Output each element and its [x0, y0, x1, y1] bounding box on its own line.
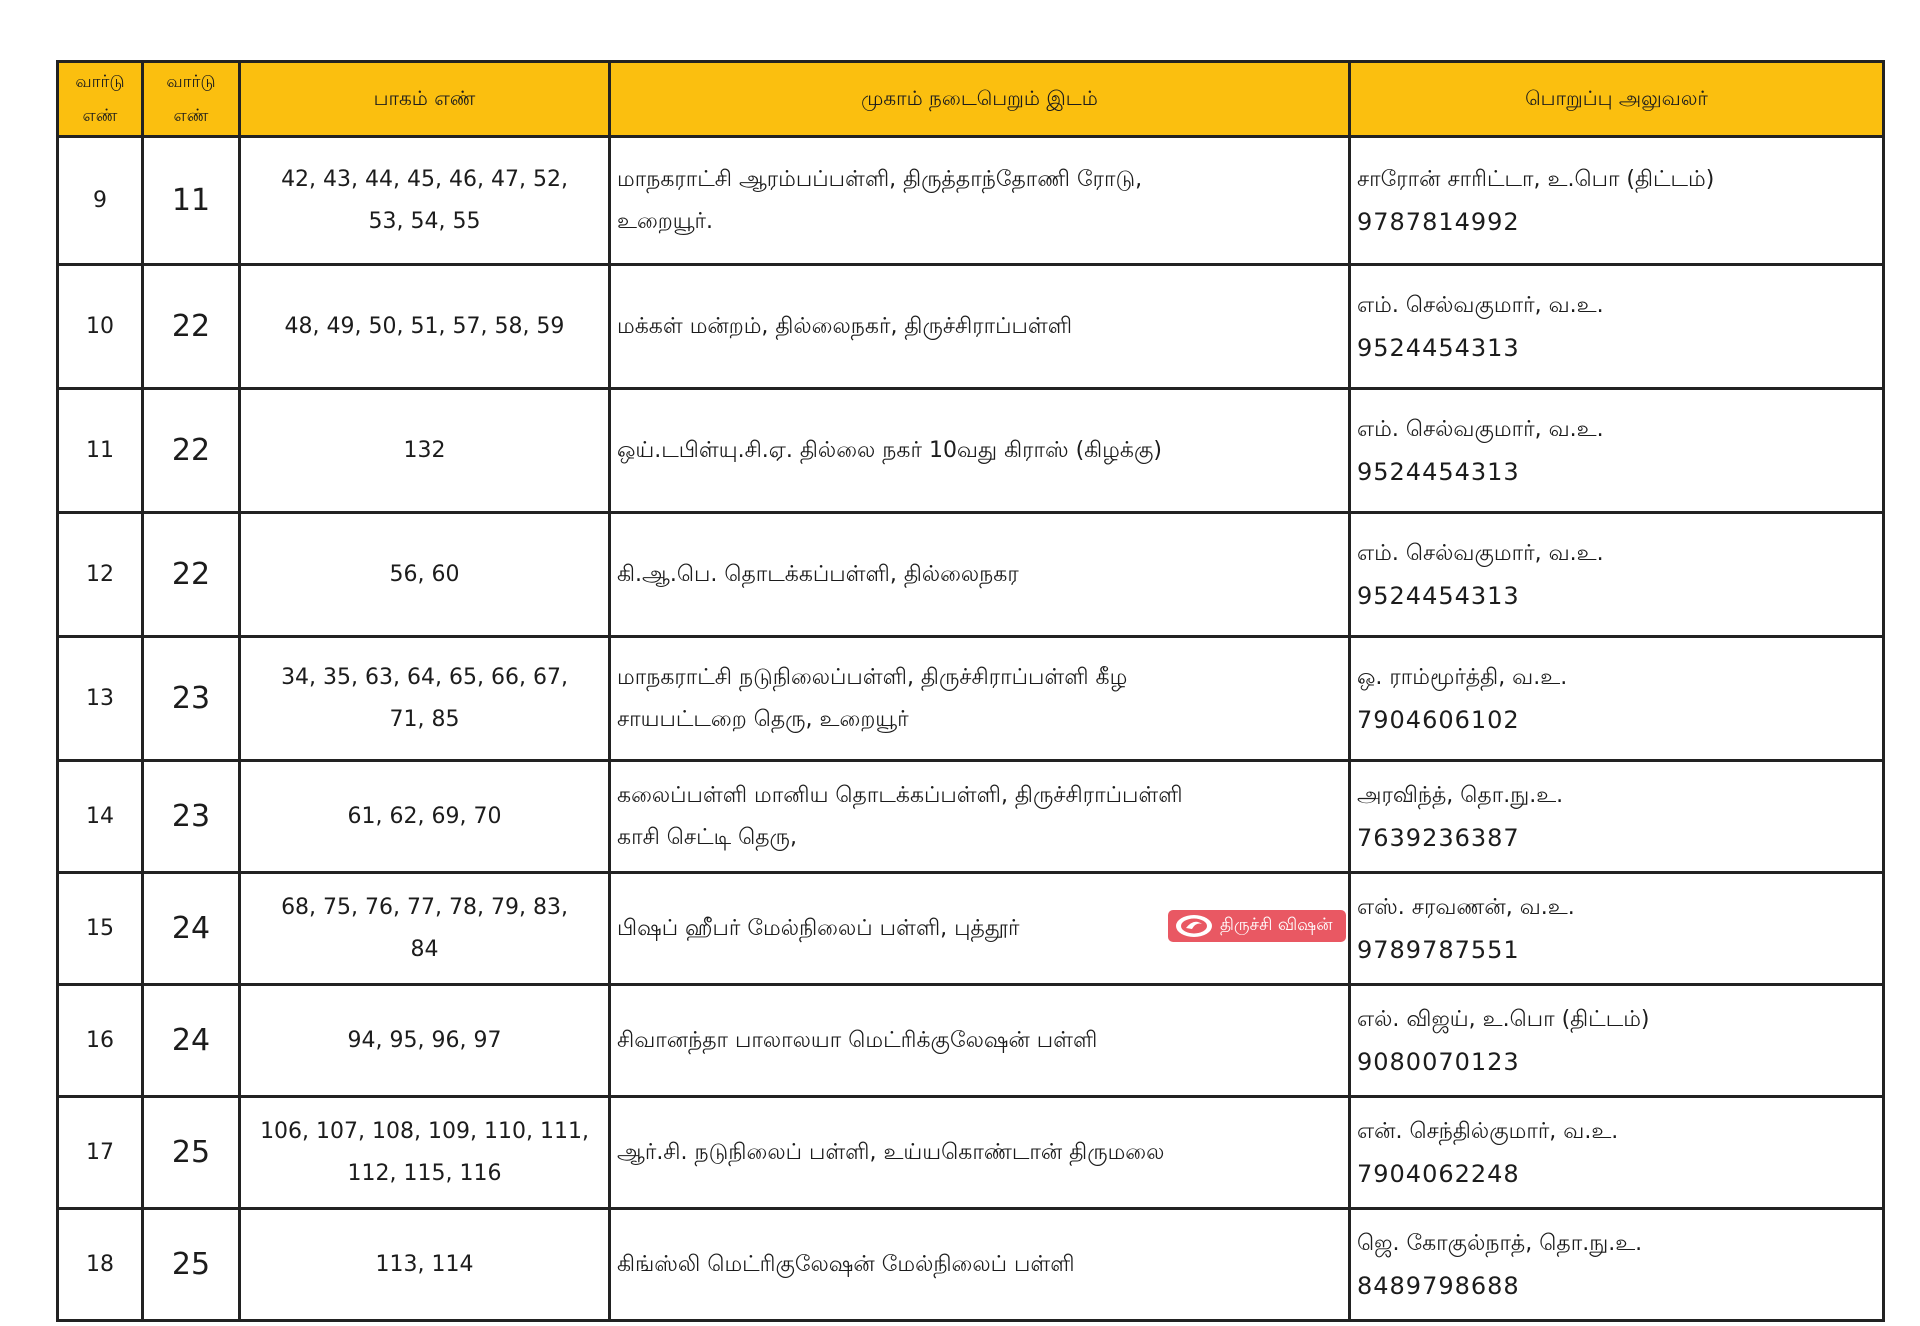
- camp-location-line: மக்கள் மன்றம், தில்லைநகர், திருச்சிராப்பள்ளி: [617, 313, 1073, 339]
- table-row: [58, 1209, 1884, 1321]
- part-numbers-line: 71, 85: [389, 706, 460, 732]
- camp-location-cell: [610, 985, 1350, 1097]
- part-numbers-line: 112, 115, 116: [347, 1160, 502, 1186]
- camp-location-line: உறையூர்.: [617, 208, 714, 234]
- camp-location-line: கிங்ஸ்லி மெட்ரிகுலேஷன் மேல்நிலைப் பள்ளி: [617, 1251, 1075, 1277]
- ward-number-cell: 25: [143, 1209, 240, 1321]
- officer-cell: [1350, 873, 1884, 985]
- camp-location-line: ஒய்.டபிள்யு.சி.ஏ. தில்லை நகர் 10வது கிராஸ் (கிழக்கு): [617, 437, 1162, 463]
- header-officer: பொறுப்பு அலுவலர்: [1350, 62, 1884, 137]
- officer-cell: [1350, 137, 1884, 265]
- officer-name: அரவிந்த், தொ.நு.உ.: [1357, 782, 1564, 808]
- camp-location-cell: [610, 761, 1350, 873]
- table-row: [58, 873, 1884, 985]
- part-numbers-line: 113, 114: [375, 1251, 474, 1277]
- camp-location-line: கி.ஆ.பெ. தொடக்கப்பள்ளி, தில்லைநகர: [617, 561, 1019, 587]
- camp-location-line: ஆர்.சி. நடுநிலைப் பள்ளி, உய்யகொண்டான் திருமலை: [617, 1139, 1165, 1165]
- part-numbers-line: 56, 60: [389, 561, 460, 587]
- ward-number-cell: 11: [143, 137, 240, 265]
- officer-phone: 9524454313: [1357, 457, 1520, 486]
- part-numbers-cell: [240, 985, 610, 1097]
- officer-cell: [1350, 389, 1884, 513]
- officer-cell: [1350, 265, 1884, 389]
- camp-location-cell: [610, 513, 1350, 637]
- officer-phone: 9524454313: [1357, 581, 1520, 610]
- officer-phone: 8489798688: [1357, 1271, 1520, 1300]
- officer-phone: 7904606102: [1357, 705, 1520, 734]
- trichy-vision-logo-icon: [1174, 913, 1214, 939]
- officer-name: என். செந்தில்குமார், வ.உ.: [1357, 1118, 1619, 1144]
- part-numbers-line: 42, 43, 44, 45, 46, 47, 52,: [281, 166, 568, 192]
- officer-name: ஜெ. கோகுல்நாத், தொ.நு.உ.: [1357, 1230, 1643, 1256]
- camp-location-cell: [610, 1097, 1350, 1209]
- header-row: [58, 62, 1884, 137]
- part-numbers-line: 53, 54, 55: [368, 208, 481, 234]
- officer-name: எல். விஜய், உ.பொ (திட்டம்): [1357, 1006, 1650, 1032]
- officer-phone: 9080070123: [1357, 1047, 1520, 1076]
- camp-location-line: சாயபட்டறை தெரு, உறையூர்: [617, 706, 909, 732]
- officer-name: எஸ். சரவணன், வ.உ.: [1357, 894, 1575, 920]
- ward-number-cell: 25: [143, 1097, 240, 1209]
- ward-number-cell: 14: [58, 761, 143, 873]
- officer-name: சாரோன் சாரிட்டா, உ.பொ (திட்டம்): [1357, 166, 1715, 192]
- header-ward-2-line-2: எண்: [173, 106, 209, 126]
- part-numbers-line: 84: [410, 936, 439, 962]
- header-ward-2-line-1: வார்டு: [166, 72, 216, 92]
- ward-number-cell: 24: [143, 873, 240, 985]
- officer-name: ஒ. ராம்மூர்த்தி, வ.உ.: [1357, 664, 1568, 690]
- officer-name: எம். செல்வகுமார், வ.உ.: [1357, 292, 1604, 318]
- table-row: [58, 637, 1884, 761]
- camp-location-line: பிஷப் ஹீபர் மேல்நிலைப் பள்ளி, புத்தூர்: [617, 915, 1020, 941]
- camp-location-cell: [610, 265, 1350, 389]
- table-row: [58, 389, 1884, 513]
- camp-location-cell: [610, 1209, 1350, 1321]
- header-ward-1-line-2: எண்: [82, 106, 118, 126]
- part-numbers-cell: [240, 1209, 610, 1321]
- ward-number-cell: 24: [143, 985, 240, 1097]
- table-row: [58, 1097, 1884, 1209]
- ward-number-cell: 23: [143, 761, 240, 873]
- part-numbers-line: 106, 107, 108, 109, 110, 111,: [260, 1118, 589, 1144]
- officer-cell: [1350, 637, 1884, 761]
- officer-cell: [1350, 761, 1884, 873]
- part-numbers-cell: [240, 137, 610, 265]
- officer-phone: 9789787551: [1357, 935, 1520, 964]
- ward-number-cell: 17: [58, 1097, 143, 1209]
- header-part-numbers: பாகம் எண்: [240, 62, 610, 137]
- channel-watermark: [1168, 910, 1346, 942]
- ward-number-cell: 18: [58, 1209, 143, 1321]
- part-numbers-line: 132: [403, 437, 446, 463]
- officer-name: எம். செல்வகுமார், வ.உ.: [1357, 416, 1604, 442]
- ward-number-cell: 23: [143, 637, 240, 761]
- officer-phone: 9787814992: [1357, 207, 1520, 236]
- header-ward-number-1: [58, 62, 143, 137]
- table-body: [58, 137, 1884, 1321]
- part-numbers-cell: [240, 513, 610, 637]
- ward-number-cell: 11: [58, 389, 143, 513]
- part-numbers-cell: [240, 637, 610, 761]
- ward-number-cell: 15: [58, 873, 143, 985]
- officer-name: எம். செல்வகுமார், வ.உ.: [1357, 540, 1604, 566]
- table-row: [58, 137, 1884, 265]
- camp-location-line: கலைப்பள்ளி மானிய தொடக்கப்பள்ளி, திருச்சிராப்பள்ளி: [617, 782, 1183, 808]
- camp-schedule-table: [56, 60, 1885, 1322]
- part-numbers-cell: [240, 761, 610, 873]
- table-row: [58, 513, 1884, 637]
- ward-number-cell: 12: [58, 513, 143, 637]
- ward-number-cell: 16: [58, 985, 143, 1097]
- header-ward-1-line-1: வார்டு: [75, 72, 125, 92]
- part-numbers-line: 68, 75, 76, 77, 78, 79, 83,: [281, 894, 568, 920]
- ward-number-cell: 22: [143, 389, 240, 513]
- part-numbers-line: 61, 62, 69, 70: [347, 803, 502, 829]
- part-numbers-line: 94, 95, 96, 97: [347, 1027, 502, 1053]
- header-camp-location: முகாம் நடைபெறும் இடம்: [610, 62, 1350, 137]
- table-row: [58, 761, 1884, 873]
- officer-phone: 7904062248: [1357, 1159, 1520, 1188]
- ward-number-cell: 22: [143, 513, 240, 637]
- ward-number-cell: 13: [58, 637, 143, 761]
- officer-cell: [1350, 513, 1884, 637]
- part-numbers-line: 48, 49, 50, 51, 57, 58, 59: [284, 313, 565, 339]
- officer-cell: [1350, 985, 1884, 1097]
- camp-location-cell: [610, 137, 1350, 265]
- part-numbers-line: 34, 35, 63, 64, 65, 66, 67,: [281, 664, 568, 690]
- table-header: [58, 62, 1884, 137]
- camp-location-cell: [610, 637, 1350, 761]
- ward-number-cell: 22: [143, 265, 240, 389]
- table-row: [58, 985, 1884, 1097]
- watermark-text: திருச்சி விஷன்: [1220, 915, 1333, 935]
- header-ward-number-2: [143, 62, 240, 137]
- camp-location-line: சிவானந்தா பாலாலயா மெட்ரிக்குலேஷன் பள்ளி: [617, 1027, 1098, 1053]
- ward-number-cell: 9: [58, 137, 143, 265]
- officer-cell: [1350, 1209, 1884, 1321]
- officer-phone: 9524454313: [1357, 333, 1520, 362]
- camp-location-line: மாநகராட்சி நடுநிலைப்பள்ளி, திருச்சிராப்பள்ளி கீழ: [617, 664, 1128, 690]
- ward-number-cell: 10: [58, 265, 143, 389]
- part-numbers-cell: [240, 389, 610, 513]
- part-numbers-cell: [240, 873, 610, 985]
- officer-cell: [1350, 1097, 1884, 1209]
- camp-location-line: மாநகராட்சி ஆரம்பப்பள்ளி, திருத்தாந்தோணி ரோடு,: [617, 166, 1143, 192]
- officer-phone: 7639236387: [1357, 823, 1520, 852]
- part-numbers-cell: [240, 1097, 610, 1209]
- camp-location-cell: [610, 389, 1350, 513]
- camp-location-line: காசி செட்டி தெரு,: [617, 824, 797, 850]
- table-row: [58, 265, 1884, 389]
- part-numbers-cell: [240, 265, 610, 389]
